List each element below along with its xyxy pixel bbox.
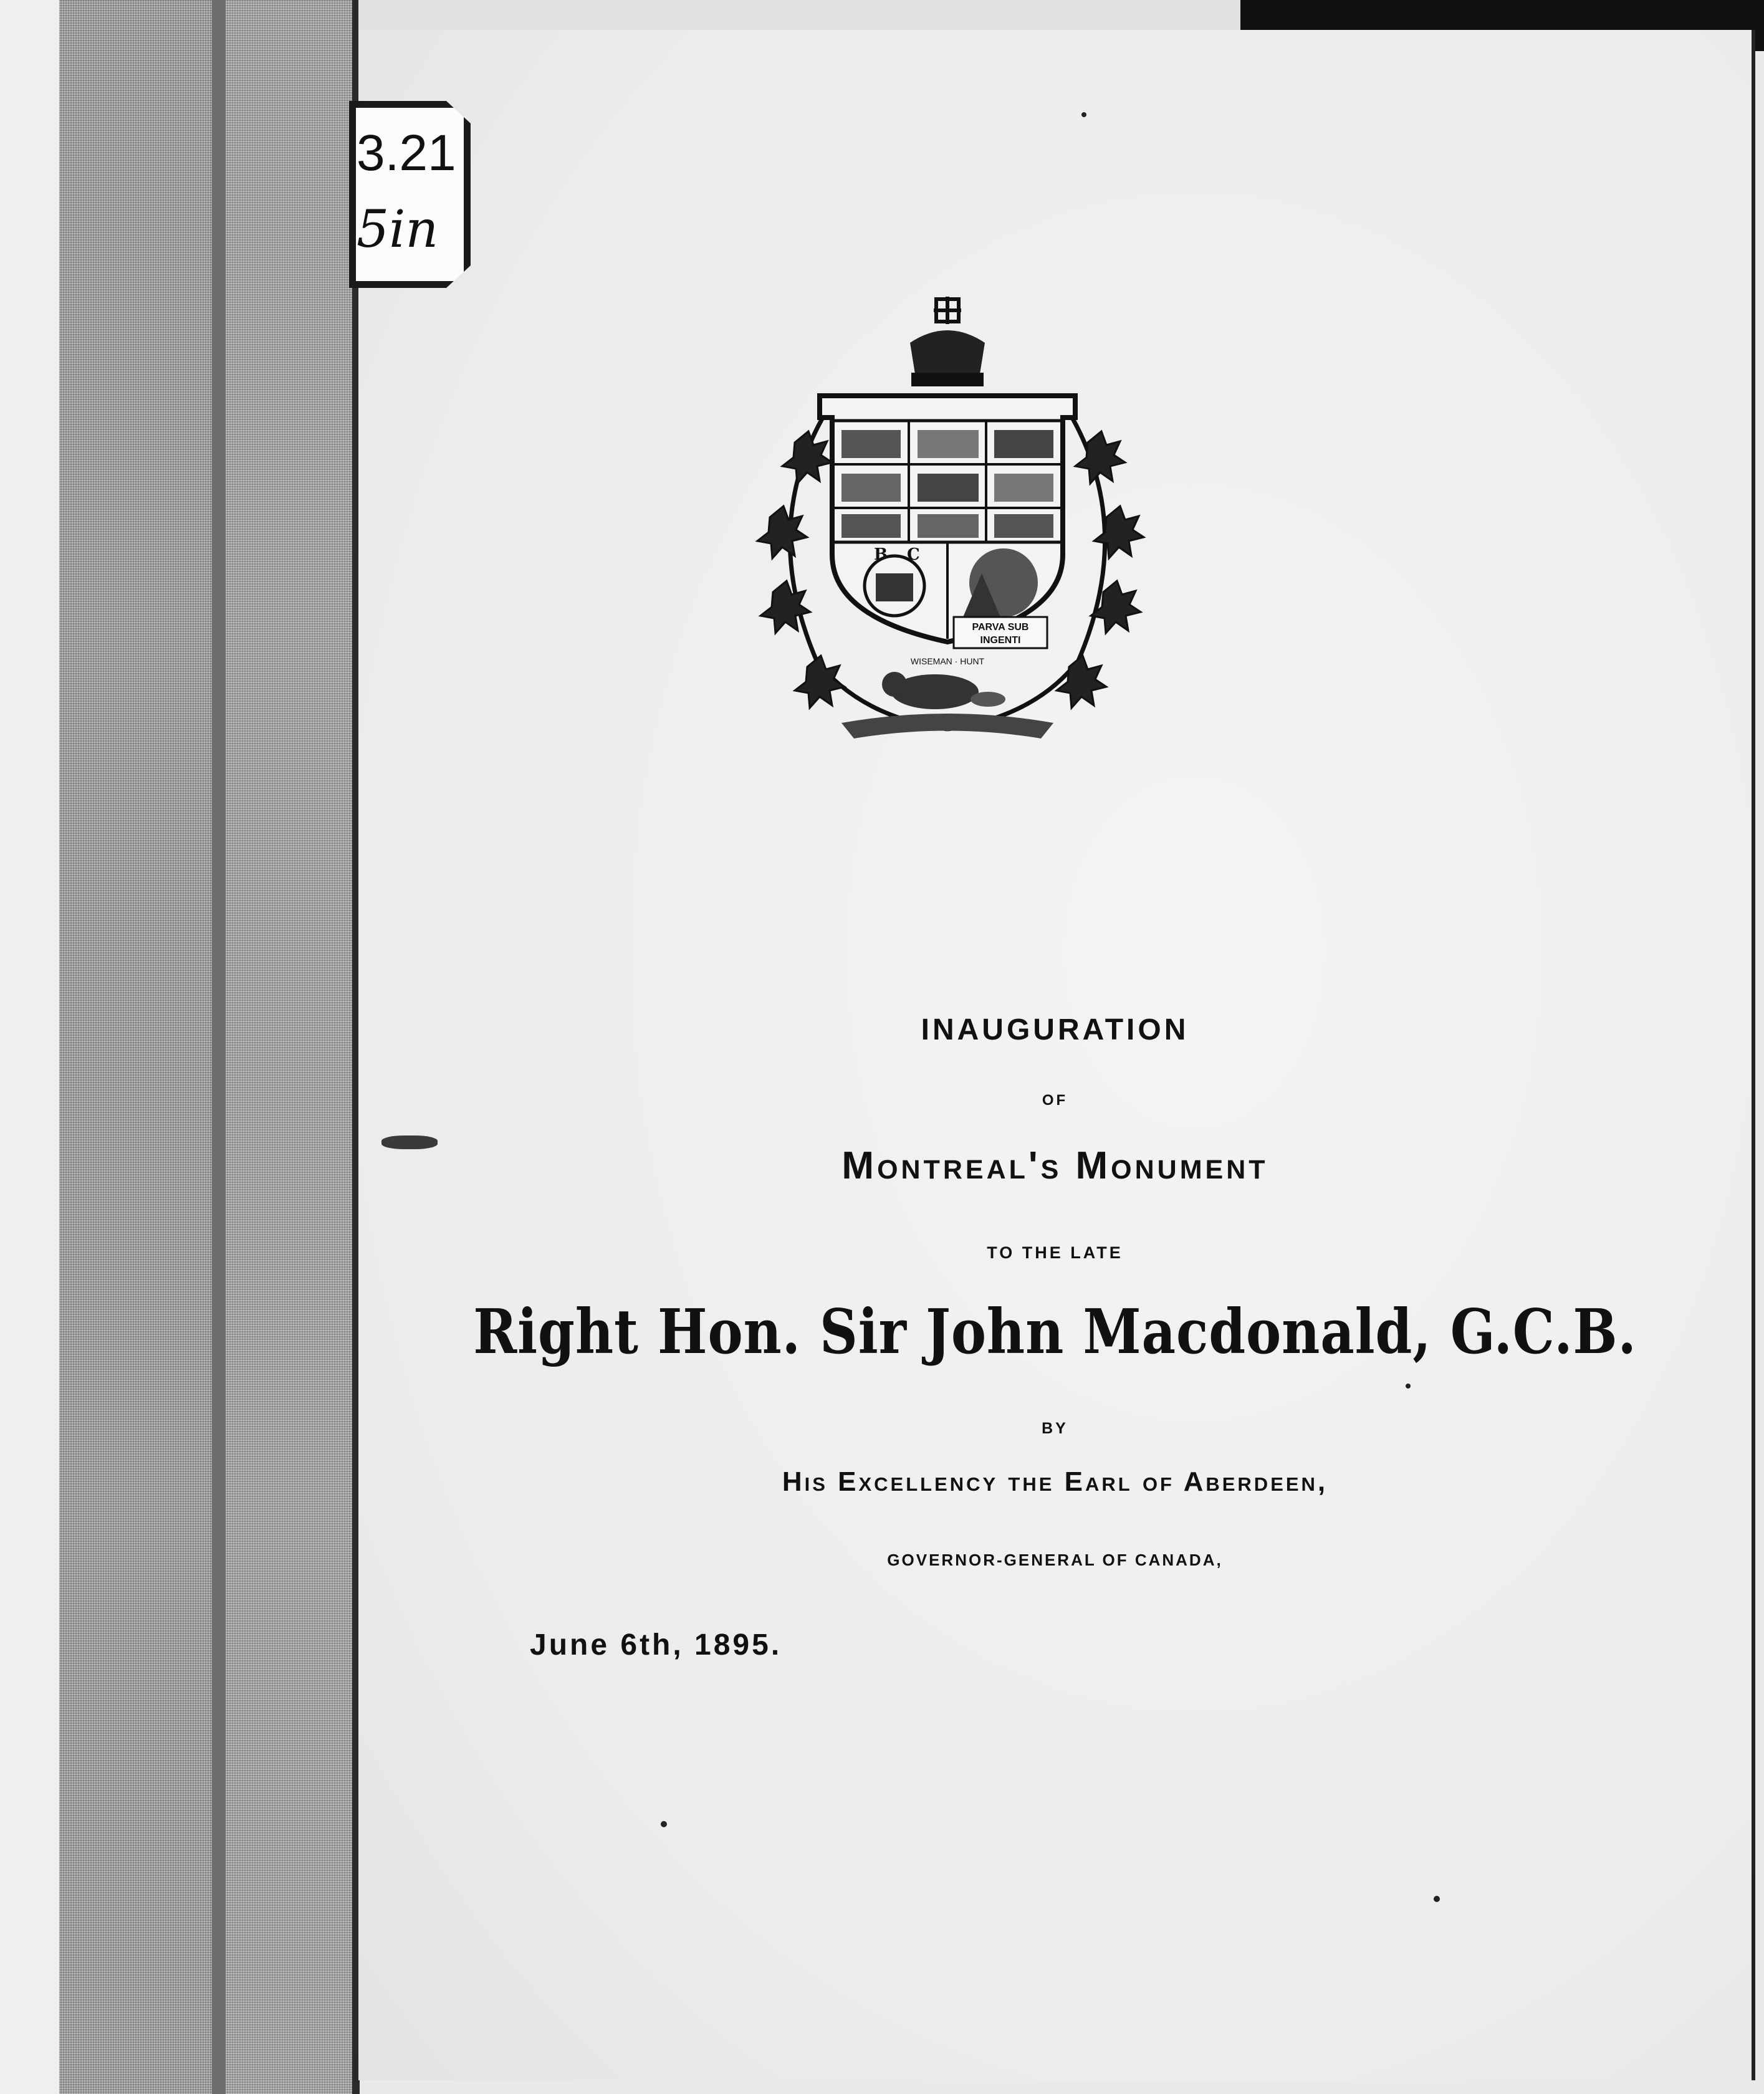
svg-text:INGENTI: INGENTI xyxy=(980,635,1021,646)
connector-by: BY xyxy=(1042,1420,1068,1437)
svg-text:C: C xyxy=(907,545,920,564)
ink-speck xyxy=(1406,1384,1411,1389)
connector-of: OF xyxy=(1042,1092,1068,1109)
inaugurator-title: GOVERNOR-GENERAL OF CANADA, xyxy=(887,1551,1223,1569)
shield-icon xyxy=(820,396,1075,666)
call-number-line-1: 3.21 xyxy=(357,125,456,181)
coat-of-arms-icon xyxy=(748,293,1147,748)
cloth-spine-band-inner xyxy=(226,0,357,2094)
heading-inauguration: INAUGURATION xyxy=(921,1013,1189,1046)
ink-speck xyxy=(1434,1896,1440,1902)
svg-text:WISEMAN · HUNT: WISEMAN · HUNT xyxy=(910,656,985,666)
heading-monument: Montreal's Monument xyxy=(841,1144,1268,1187)
honoree-name: Right Hon. Sir John Macdonald, G.C.B. xyxy=(473,1296,1637,1368)
svg-text:PARVA SUB: PARVA SUB xyxy=(972,622,1029,633)
left-paper-strip xyxy=(0,0,69,2094)
connector-to-the-late: TO THE LATE xyxy=(987,1243,1123,1262)
call-number-line-2: 5in xyxy=(357,200,439,259)
inaugurator-name: His Excellency the Earl of Aberdeen, xyxy=(782,1466,1328,1497)
ink-speck xyxy=(381,1135,438,1149)
crown-icon xyxy=(910,297,985,386)
ink-speck xyxy=(1081,112,1086,117)
svg-text:B: B xyxy=(874,545,888,564)
ink-speck xyxy=(661,1821,667,1827)
cloth-spine-band xyxy=(59,0,224,2094)
top-paper-strip xyxy=(358,0,1244,32)
inauguration-date: June 6th, 1895. xyxy=(530,1628,782,1661)
